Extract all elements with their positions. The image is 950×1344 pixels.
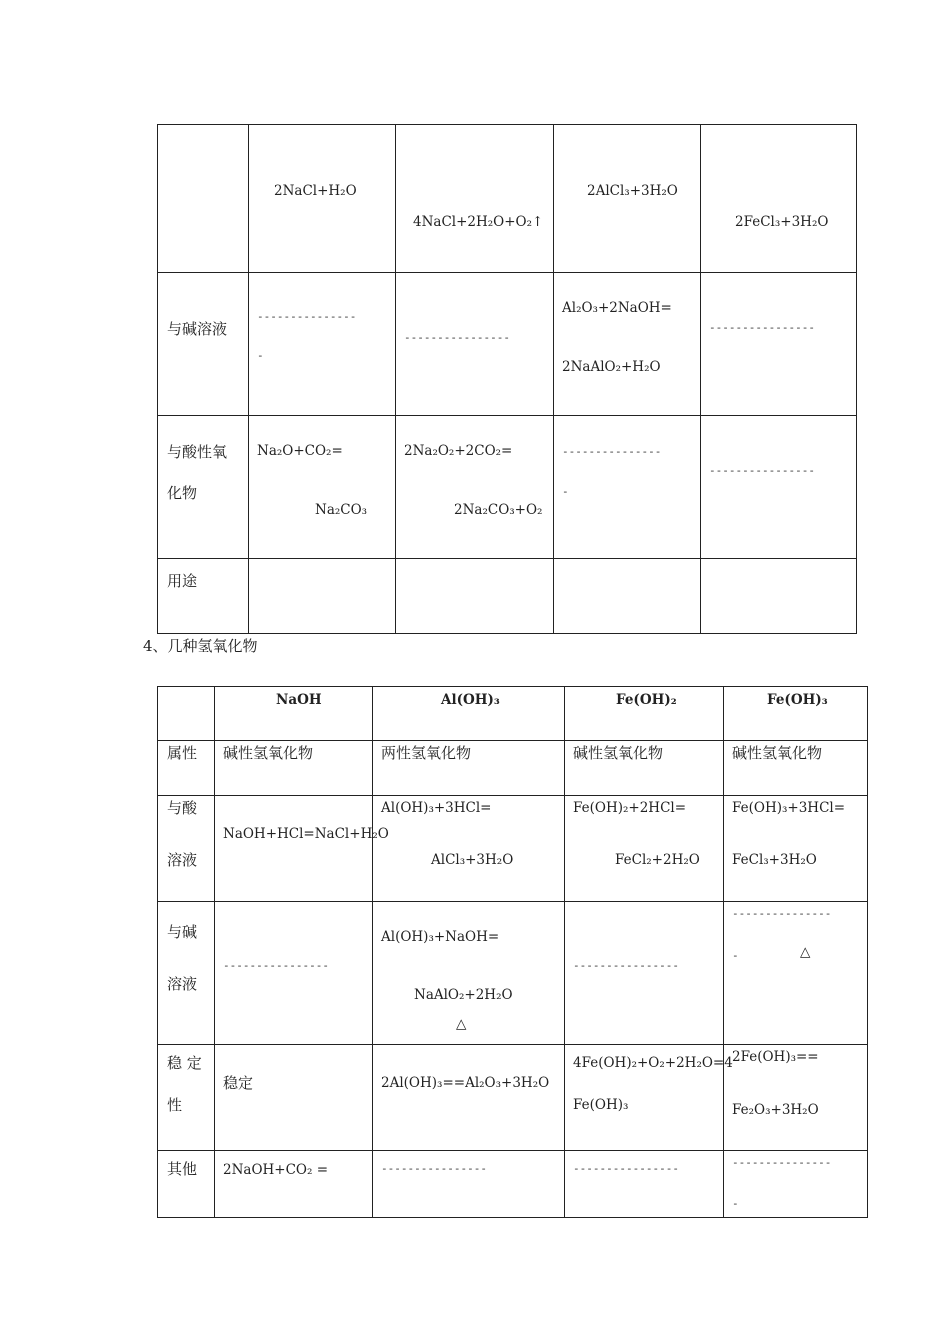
row-label-base-solution: 与碱溶液 [167,320,228,338]
row-label-acid: 与酸 [167,799,198,817]
table-border [157,558,857,559]
table-border [157,901,868,902]
row-label-stability: 稳 定 [167,1054,202,1072]
cell-al2o3-acid-product: 2AlCl₃+3H₂O [587,183,678,199]
table-border [867,686,868,1218]
cell-na2o2-co2: 2Na₂O₂+2CO₂= [404,443,513,459]
cell-na2o-base: --------------- [257,310,357,323]
cell-feoh2-stability: 4Fe(OH)₂+O₂+2H₂O=4 [573,1055,733,1071]
cell-feoh2-property: 碱性氢氧化物 [573,744,664,762]
table-border [157,633,857,634]
table-border [157,1044,868,1045]
cell-feoh3-stability: 2Fe(OH)₃== [732,1049,819,1065]
cell-aloh3-base: Al(OH)₃+NaOH= [381,929,500,945]
cell-feoh3-acid: Fe(OH)₃+3HCl= [732,800,846,816]
row-label-acid-oxide-cont: 化物 [167,484,198,502]
cell-fe2o3-co2: ---------------- [709,464,815,477]
column-header-feoh3: Fe(OH)₃ [767,692,828,708]
row-label-acid-cont: 溶液 [167,851,198,869]
cell-feoh3-base-cont: - [732,949,739,962]
cell-feoh3-base: --------------- [732,907,832,920]
cell-feoh2-acid-cont: FeCl₂+2H₂O [615,852,700,868]
cell-aloh3-property: 两性氢氧化物 [381,744,472,762]
table-border [564,686,565,1218]
cell-aloh3-acid-cont: AlCl₃+3H₂O [431,852,514,868]
cell-feoh3-acid-cont: FeCl₃+3H₂O [732,852,817,868]
section-heading: 4、几种氢氧化物 [143,637,258,655]
cell-fe2o3-acid-product: 2FeCl₃+3H₂O [735,214,829,230]
cell-aloh3-acid: Al(OH)₃+3HCl= [381,800,492,816]
row-label-other: 其他 [167,1160,198,1178]
column-header-feoh2: Fe(OH)₂ [616,692,677,708]
column-header-naoh: NaOH [276,692,322,708]
cell-feoh3-property: 碱性氢氧化物 [732,744,823,762]
cell-feoh3-other-cont: - [732,1197,739,1210]
cell-al2o3-base: Al₂O₃+2NaOH= [562,300,672,316]
table-border [157,795,868,796]
cell-naoh-other: 2NaOH+CO₂ = [223,1162,329,1178]
row-label-stability-cont: 性 [167,1096,183,1114]
heat-triangle-icon: △ [800,944,811,960]
cell-naoh-acid: NaOH+HCl=NaCl+H₂O [223,826,389,842]
cell-aloh3-stability: 2Al(OH)₃==Al₂O₃+3H₂O [381,1075,550,1091]
table-border [157,740,868,741]
cell-feoh2-other: ---------------- [573,1162,679,1175]
table-border [214,686,215,1218]
table-border [157,1217,868,1218]
heat-triangle-icon: △ [456,1016,467,1032]
cell-naoh-stability: 稳定 [223,1074,254,1092]
cell-na2o-co2-cont: Na₂CO₃ [315,502,368,518]
table-border [157,1150,868,1151]
cell-feoh2-acid: Fe(OH)₂+2HCl= [573,800,687,816]
cell-na2o2-acid-product: 4NaCl+2H₂O+O₂↑ [413,214,544,230]
table-border [157,686,158,1218]
cell-feoh2-base: ---------------- [573,959,679,972]
cell-naoh-base: ---------------- [223,959,329,972]
table-border [372,686,373,1218]
cell-na2o-acid-product: 2NaCl+H₂O [274,183,357,199]
table-border [157,415,857,416]
table-border [157,272,857,273]
cell-fe2o3-base: ---------------- [709,321,815,334]
cell-al2o3-base-cont: 2NaAlO₂+H₂O [562,359,661,375]
cell-feoh3-other: --------------- [732,1156,832,1169]
row-label-base-cont: 溶液 [167,975,198,993]
cell-al2o3-co2-cont: - [562,485,569,498]
cell-feoh2-stability-cont: Fe(OH)₃ [573,1097,629,1113]
row-label-use: 用途 [167,572,198,590]
table-border [157,686,868,687]
row-label-base: 与碱 [167,923,198,941]
cell-feoh3-stability-cont: Fe₂O₃+3H₂O [732,1102,819,1118]
cell-naoh-property: 碱性氢氧化物 [223,744,314,762]
cell-na2o-co2: Na₂O+CO₂= [257,443,343,459]
table-border [157,124,857,125]
row-label-acid-oxide: 与酸性氧 [167,443,228,461]
table-border [723,686,724,1218]
cell-al2o3-co2: --------------- [562,445,662,458]
row-label-property: 属性 [167,744,198,762]
column-header-aloh3: Al(OH)₃ [441,692,500,708]
cell-na2o2-co2-cont: 2Na₂CO₃+O₂ [454,502,543,518]
cell-na2o2-base: ---------------- [404,331,510,344]
cell-na2o-base-cont: - [257,349,264,362]
cell-aloh3-base-cont: NaAlO₂+2H₂O [414,987,513,1003]
cell-aloh3-other: ---------------- [381,1162,487,1175]
